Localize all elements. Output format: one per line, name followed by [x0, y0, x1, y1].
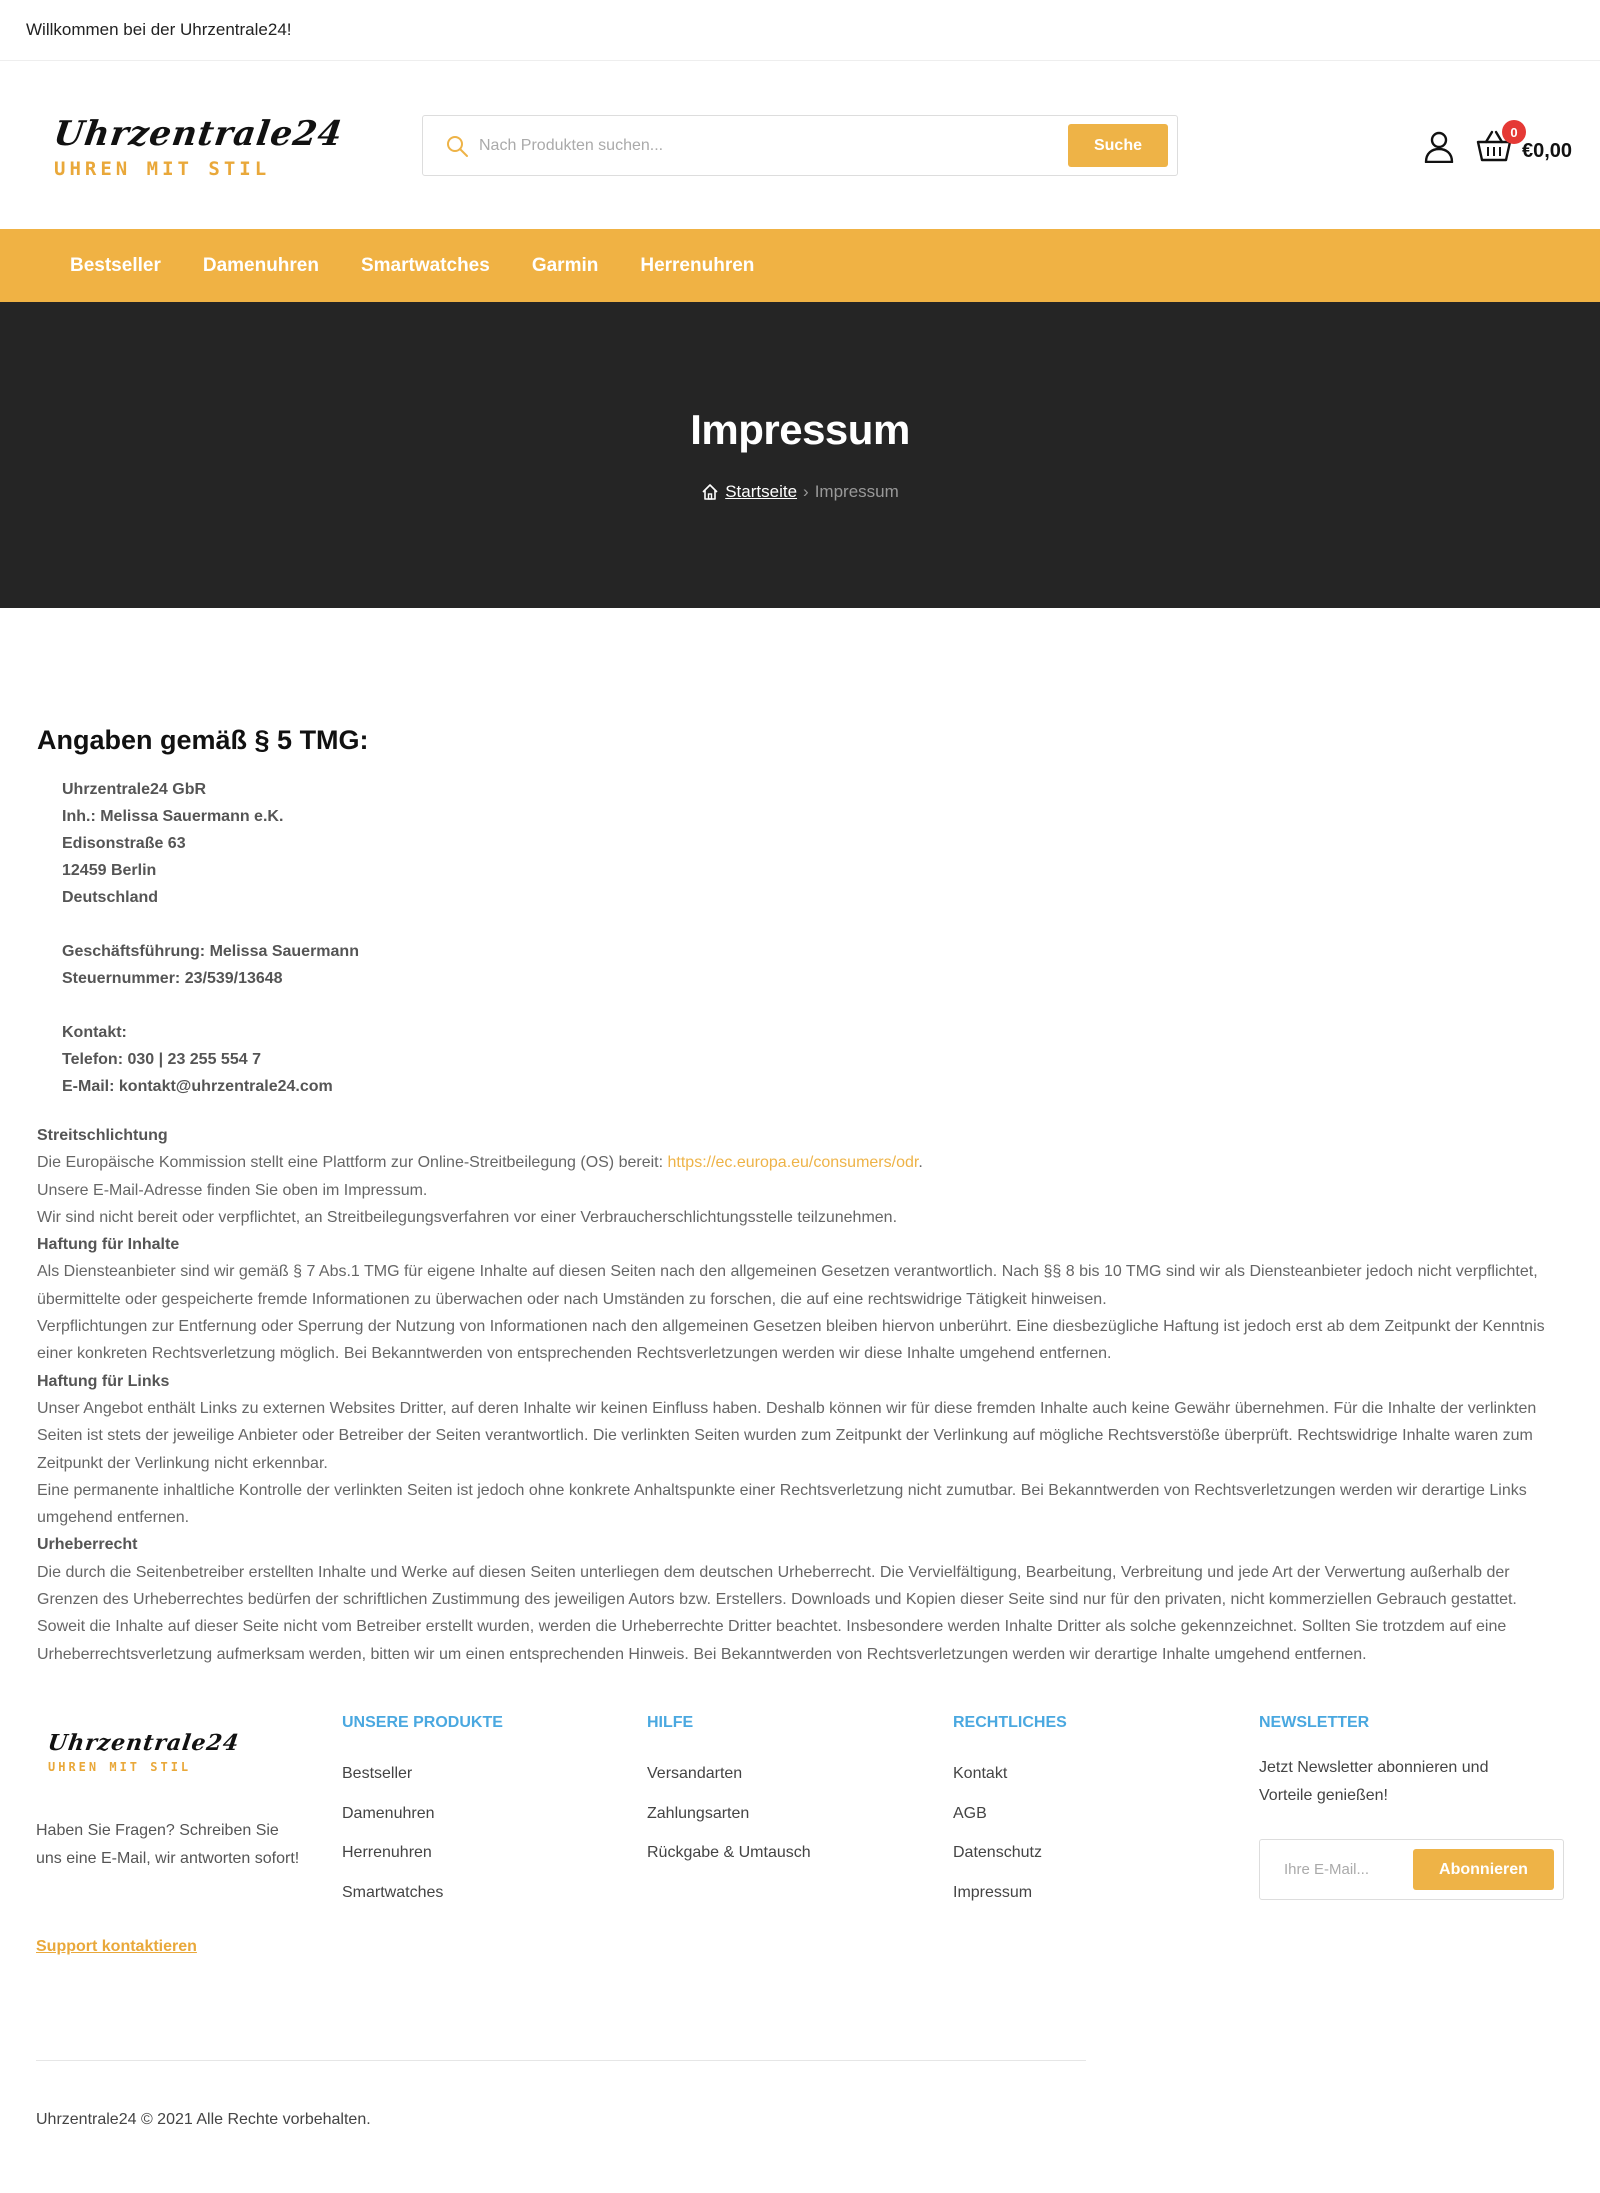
- newsletter-subscribe-button[interactable]: Abonnieren: [1413, 1849, 1554, 1890]
- odr-link[interactable]: https://ec.europa.eu/consumers/odr: [667, 1154, 919, 1172]
- welcome-text: Willkommen bei der Uhrzentrale24!: [26, 20, 292, 39]
- liability-links-heading: Haftung für Links: [37, 1372, 170, 1390]
- search-bar: [422, 115, 1178, 176]
- breadcrumb: [0, 482, 1600, 502]
- top-bar: [0, 0, 1600, 61]
- newsletter-form: [1259, 1839, 1564, 1900]
- user-account-icon[interactable]: [1424, 131, 1454, 163]
- country: Deutschland: [62, 889, 159, 906]
- footer-help-title: HILFE: [647, 1714, 694, 1731]
- footer-link[interactable]: Herrenuhren: [342, 1844, 432, 1861]
- contact-label: Kontakt:: [62, 1024, 127, 1041]
- nav-item-damenuhren[interactable]: Damenuhren: [202, 254, 319, 276]
- page-hero: [0, 302, 1600, 608]
- email: E-Mail: kontakt@uhrzentrale24.com: [62, 1078, 333, 1095]
- search-icon: [445, 134, 469, 158]
- liability-content-heading: Haftung für Inhalte: [37, 1236, 180, 1254]
- street: Edisonstraße 63: [62, 835, 186, 852]
- footer-newsletter: [1259, 1714, 1564, 1900]
- footer-brand-name: Uhrzentrale24: [46, 1730, 242, 1756]
- copyright-p2: Soweit die Inhalte auf dieser Seite nicht vom Betreiber erstellt wurden, werden die Urheberrechte Dritter beachtet. Insbesondere werden Inhalte Dritter als solche gekennzeichnet. Sollten Sie trotzdem auf eine Urheberrechtsverletzung aufmerksam werden, bitten wir um einen entsprechenden Hinweis. Bei Bekanntwerden von Rechtsverletzungen werden wir derartige Inhalte umgehend entfernen.: [37, 1618, 1507, 1663]
- dispute-paragraph-3: Wir sind nicht bereit oder verpflichtet, an Streitbeilegungsverfahren vor einer Verbraucherschlichtungsstelle teilzunehmen.: [37, 1208, 898, 1226]
- footer-products: [342, 1714, 503, 1912]
- footer-newsletter-title: NEWSLETTER: [1259, 1714, 1370, 1731]
- section-heading: Angaben gemäß § 5 TMG:: [37, 725, 369, 755]
- main-navigation: [0, 229, 1600, 302]
- liability-links-p1: Unser Angebot enthält Links zu externen Websites Dritter, auf deren Inhalte wir keinen Einfluss haben. Deshalb können wir für diese fremden Inhalte auch keine Gewähr übernehmen. Für die Inhalte der verlinkten Seiten ist stets der jeweilige Anbieter oder Betreiber der Seiten verantwortlich. Die verlinkten Seiten wurden zum Zeitpunkt der Verlinkung auf mögliche Rechtsverstöße überprüft. Rechtswidrige Inhalte waren zum Zeitpunkt der Verlinkung nicht erkennbar.: [37, 1399, 1537, 1472]
- footer-link[interactable]: Smartwatches: [342, 1883, 444, 1901]
- footer-link[interactable]: Bestseller: [342, 1765, 413, 1782]
- footer-link[interactable]: Rückgabe & Umtausch: [647, 1844, 811, 1861]
- owner: Inh.: Melissa Sauermann e.K.: [62, 808, 284, 825]
- brand-tagline: UHREN MIT STIL: [54, 158, 271, 180]
- footer-link[interactable]: Datenschutz: [953, 1844, 1042, 1861]
- copyright-heading: Urheberrecht: [37, 1536, 138, 1554]
- footer-logo[interactable]: [34, 1722, 242, 1782]
- footer-help: [647, 1714, 811, 1873]
- footer-products-title: UNSERE PRODUKTE: [342, 1714, 503, 1731]
- search-button[interactable]: Suche: [1068, 124, 1168, 167]
- dispute-paragraph-2: Unsere E-Mail-Adresse finden Sie oben im Impressum.: [37, 1181, 428, 1199]
- cart-count-badge: 0: [1502, 120, 1526, 144]
- page-title: Impressum: [690, 406, 910, 453]
- phone: Telefon: 030 | 23 255 554 7: [62, 1051, 261, 1068]
- city: 12459 Berlin: [62, 862, 157, 879]
- breadcrumb-home[interactable]: Startseite: [725, 482, 798, 501]
- nav-item-herrenuhren[interactable]: Herrenuhren: [640, 254, 755, 276]
- site-logo[interactable]: [24, 85, 346, 209]
- liability-links-p2: Eine permanente inhaltliche Kontrolle der verlinkten Seiten ist jedoch ohne konkrete Anhaltspunkte einer Rechtsverletzung nicht zumutbar. Bei Bekanntwerden von Rechtsverletzungen werden wir derartige Links umgehend entfernen.: [37, 1481, 1527, 1527]
- footer-about: Haben Sie Fragen? Schreiben Sie uns eine E-Mail, wir antworten sofort!: [36, 1822, 300, 1867]
- legal-text: [37, 1122, 1567, 1668]
- copyright-text: Uhrzentrale24 © 2021 Alle Rechte vorbehalten.: [36, 2111, 371, 2128]
- impressum-content: [37, 725, 1567, 1668]
- dispute-heading: Streitschlichtung: [37, 1127, 168, 1144]
- footer-link[interactable]: Zahlungsarten: [647, 1804, 750, 1822]
- home-icon: [701, 483, 719, 501]
- footer-legal-title: RECHTLICHES: [953, 1714, 1067, 1731]
- footer-link[interactable]: Kontakt: [953, 1765, 1008, 1782]
- tax-number: Steuernummer: 23/539/13648: [62, 970, 283, 987]
- footer-brand-tagline: UHREN MIT STIL: [48, 1760, 192, 1774]
- newsletter-email-input[interactable]: [1284, 1861, 1413, 1878]
- nav-item-bestseller[interactable]: Bestseller: [70, 254, 161, 276]
- management: Geschäftsführung: Melissa Sauermann: [62, 943, 359, 960]
- breadcrumb-current: Impressum: [814, 482, 899, 501]
- brand-name: Uhrzentrale24: [51, 114, 346, 154]
- footer-link[interactable]: AGB: [953, 1804, 987, 1822]
- cart-total[interactable]: €0,00: [1522, 140, 1573, 162]
- newsletter-text: Jetzt Newsletter abonnieren und Vorteile genießen!: [1259, 1759, 1489, 1804]
- footer-divider: [36, 2060, 1086, 2061]
- nav-item-garmin[interactable]: Garmin: [531, 254, 599, 276]
- copyright-p1: Die durch die Seitenbetreiber erstellten Inhalte und Werke auf diesen Seiten unterliegen dem deutschen Urheberrecht. Die Vervielfältigung, Bearbeitung, Verbreitung und jede Art der Verwertung außerhalb der Grenzen des Urheberrechtes bedürfen der schriftlichen Zustimmung des jeweiligen Autors bzw. Erstellers. Downloads und Kopien dieser Seite sind nur für den privaten, nicht kommerziellen Gebrauch gestattet.: [37, 1563, 1517, 1609]
- nav-item-smartwatches[interactable]: Smartwatches: [360, 254, 490, 276]
- liability-content-p1: Als Diensteanbieter sind wir gemäß § 7 Abs.1 TMG für eigene Inhalte auf diesen Seiten nach den allgemeinen Gesetzen verantwortlich. Nach §§ 8 bis 10 TMG sind wir als Diensteanbieter jedoch nicht verpflichtet, übermittelte oder gespeicherte fremde Informationen zu überwachen oder nach Umständen zu forschen, die auf eine rechtswidrige Tätigkeit hinweisen.: [37, 1263, 1538, 1308]
- search-input[interactable]: [479, 126, 1068, 166]
- liability-content-p2: Verpflichtungen zur Entfernung oder Sperrung der Nutzung von Informationen nach den allgemeinen Gesetzen bleiben hiervon unberührt. Eine diesbezügliche Haftung ist jedoch erst ab dem Zeitpunkt der Kenntnis einer konkreten Rechtsverletzung möglich. Bei Bekanntwerden von entsprechenden Rechtsverletzungen werden wir diese Inhalte umgehend entfernen.: [37, 1318, 1545, 1363]
- company-address: [62, 776, 1567, 1100]
- company-name: Uhrzentrale24 GbR: [62, 781, 207, 798]
- dispute-paragraph: Die Europäische Kommission stellt eine Plattform zur Online-Streitbeilegung (OS) bereit: https://ec.europa.eu/consumers/odr.: [37, 1154, 923, 1172]
- footer-link[interactable]: Damenuhren: [342, 1804, 435, 1822]
- footer-link[interactable]: Impressum: [953, 1883, 1033, 1901]
- breadcrumb-separator: ›: [803, 482, 809, 501]
- footer-link[interactable]: Versandarten: [647, 1765, 743, 1782]
- support-link[interactable]: Support kontaktieren: [36, 1938, 197, 1955]
- footer-legal: [953, 1714, 1067, 1912]
